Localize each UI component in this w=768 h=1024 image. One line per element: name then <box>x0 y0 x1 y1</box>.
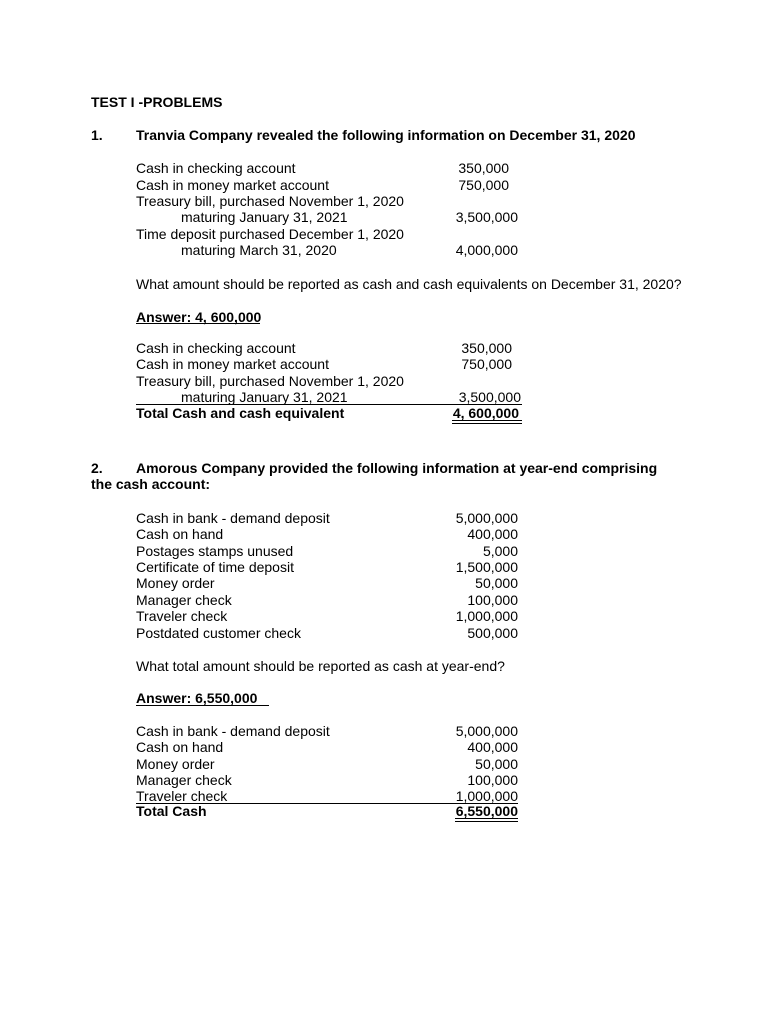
list-item-value: 100,000 <box>467 772 518 788</box>
list-item-label: maturing January 31, 2021 <box>181 389 348 405</box>
problem-2-number: 2. <box>91 460 103 476</box>
total-double-underline <box>455 818 518 822</box>
total-label: Total Cash <box>136 803 207 819</box>
list-item-label: Money order <box>136 756 215 772</box>
list-item-value: 1,500,000 <box>455 559 518 575</box>
list-item-label: Cash in checking account <box>136 340 296 356</box>
list-item-label: Time deposit purchased December 1, 2020 <box>136 226 404 242</box>
list-item-value: 400,000 <box>467 739 518 755</box>
list-item-label: maturing January 31, 2021 <box>181 209 348 225</box>
list-item-value: 500,000 <box>467 625 518 641</box>
problem-1-answer: Answer: 4, 600,000 <box>136 309 262 325</box>
list-item-label: maturing March 31, 2020 <box>181 242 337 258</box>
list-item-value: 50,000 <box>475 575 518 591</box>
problem-1-question: What amount should be reported as cash and cash equivalents on December 31, 2020? <box>136 276 682 292</box>
total-label: Total Cash and cash equivalent <box>136 405 345 421</box>
list-item-value: 350,000 <box>458 160 509 176</box>
answer-underline <box>136 705 269 706</box>
list-item-value: 350,000 <box>461 340 512 356</box>
list-item-value: 1,000,000 <box>455 788 518 804</box>
list-item-value: 100,000 <box>467 592 518 608</box>
list-item-label: Certificate of time deposit <box>136 559 294 575</box>
problem-2-title: Amorous Company provided the following information at year-end comprising <box>136 460 658 476</box>
problem-1-title: Tranvia Company revealed the following information on December 31, 2020 <box>136 127 636 143</box>
list-item-value: 4,000,000 <box>455 242 518 258</box>
list-item-value: 5,000,000 <box>455 723 518 739</box>
total-value: 6,550,000 <box>455 803 518 819</box>
page-heading: TEST I -PROBLEMS <box>91 94 223 110</box>
list-item-label: Traveler check <box>136 608 228 624</box>
total-double-underline <box>452 420 522 424</box>
problem-2-title-cont: the cash account: <box>91 476 211 492</box>
list-item-label: Treasury bill, purchased November 1, 2020 <box>136 373 404 389</box>
list-item-label: Cash on hand <box>136 739 224 755</box>
total-value: 4, 600,000 <box>452 405 519 421</box>
list-item-label: Money order <box>136 575 215 591</box>
list-item-label: Cash on hand <box>136 526 224 542</box>
list-item-value: 3,500,000 <box>458 389 521 405</box>
answer-underline <box>136 323 260 324</box>
list-item-label: Manager check <box>136 772 232 788</box>
list-item-value: 750,000 <box>458 177 509 193</box>
list-item-label: Cash in bank - demand deposit <box>136 510 330 526</box>
problem-2-question: What total amount should be reported as cash at year-end? <box>136 658 505 674</box>
list-item-value: 750,000 <box>461 356 512 372</box>
problem-1-number: 1. <box>91 127 103 143</box>
list-item-value: 1,000,000 <box>455 608 518 624</box>
list-item-label: Cash in money market account <box>136 356 329 372</box>
list-item-label: Cash in bank - demand deposit <box>136 723 330 739</box>
list-item-value: 5,000,000 <box>455 510 518 526</box>
list-item-value: 3,500,000 <box>455 209 518 225</box>
list-item-value: 5,000 <box>482 543 518 559</box>
list-item-value: 50,000 <box>475 756 518 772</box>
list-item-label: Treasury bill, purchased November 1, 2020 <box>136 193 404 209</box>
list-item-label: Traveler check <box>136 788 228 804</box>
problem-2-answer: Answer: 6,550,000 <box>136 690 258 706</box>
list-item-label: Cash in checking account <box>136 160 296 176</box>
list-item-label: Manager check <box>136 592 232 608</box>
list-item-label: Postdated customer check <box>136 625 301 641</box>
list-item-label: Postages stamps unused <box>136 543 294 559</box>
list-item-value: 400,000 <box>467 526 518 542</box>
list-item-label: Cash in money market account <box>136 177 329 193</box>
